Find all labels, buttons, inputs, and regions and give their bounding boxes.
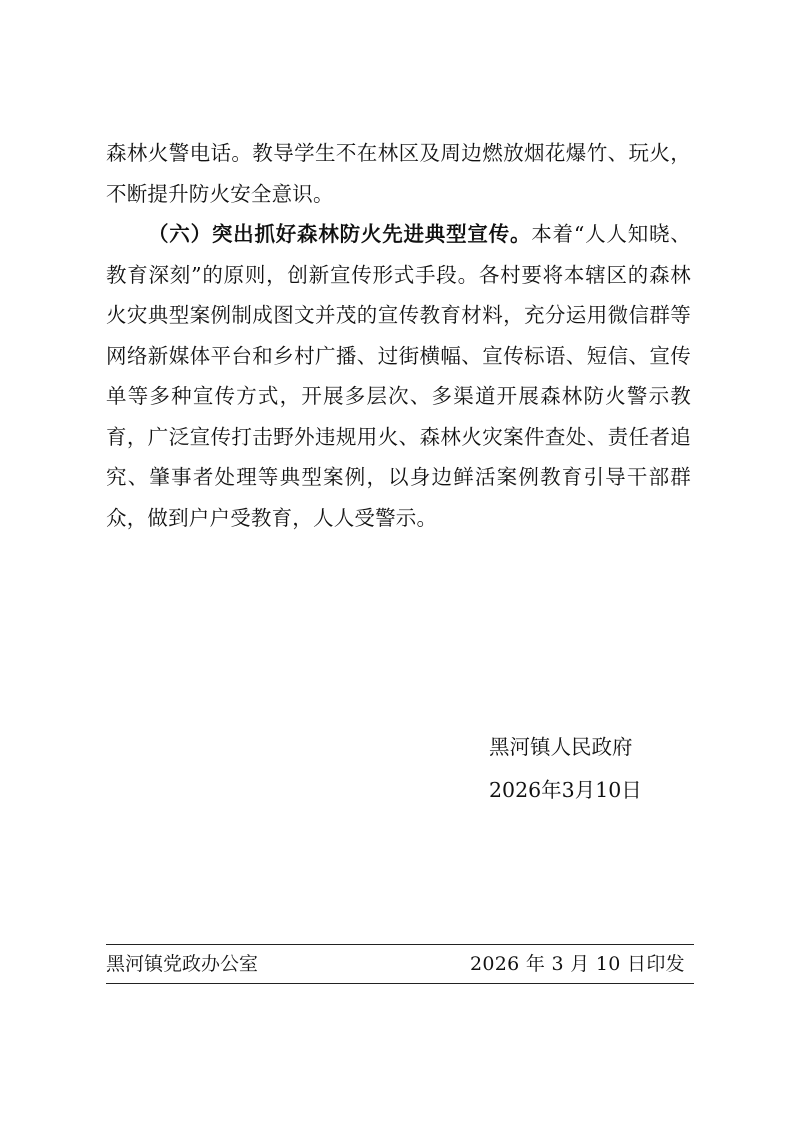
body-paragraph-1: 森林火警电话。教导学生不在林区及周边燃放烟花爆竹、玩火，不断提升防火安全意识。 — [106, 141, 691, 206]
section-6-text: 本着“人人知晓、教育深刻”的原则，创新宣传形式手段。各村要将本辖区的森林火灾典型案例制成图文并茂的宣传教育材料，充分运用微信群等网络新媒体平台和乡村广播、过街横幅、宣传标语、短信、宣传单等多种宣传方式，开展多层次、多渠道开展森林防火警示教育，广泛宣传打击野外违规用火、森林火灾案件查处、责任者追究、肇事者处理等典型案例，以身边鲜活案例教育引导干部群众，做到户户受教育，人人受警示。 — [106, 222, 691, 530]
footer-issue-date: 2026 年 3 月 10 日印发 — [470, 953, 685, 975]
section-heading-6: （六）突出抓好森林防火先进典型宣传。 — [148, 222, 532, 246]
footer-top-rule — [106, 944, 694, 945]
body-paragraph-2 — [106, 214, 691, 538]
signature-organization: 黑河镇人民政府 — [489, 735, 633, 759]
signature-date: 2026年3月10日 — [489, 778, 642, 802]
footer-issuer: 黑河镇党政办公室 — [106, 953, 259, 975]
footer-bottom-rule — [106, 983, 694, 984]
